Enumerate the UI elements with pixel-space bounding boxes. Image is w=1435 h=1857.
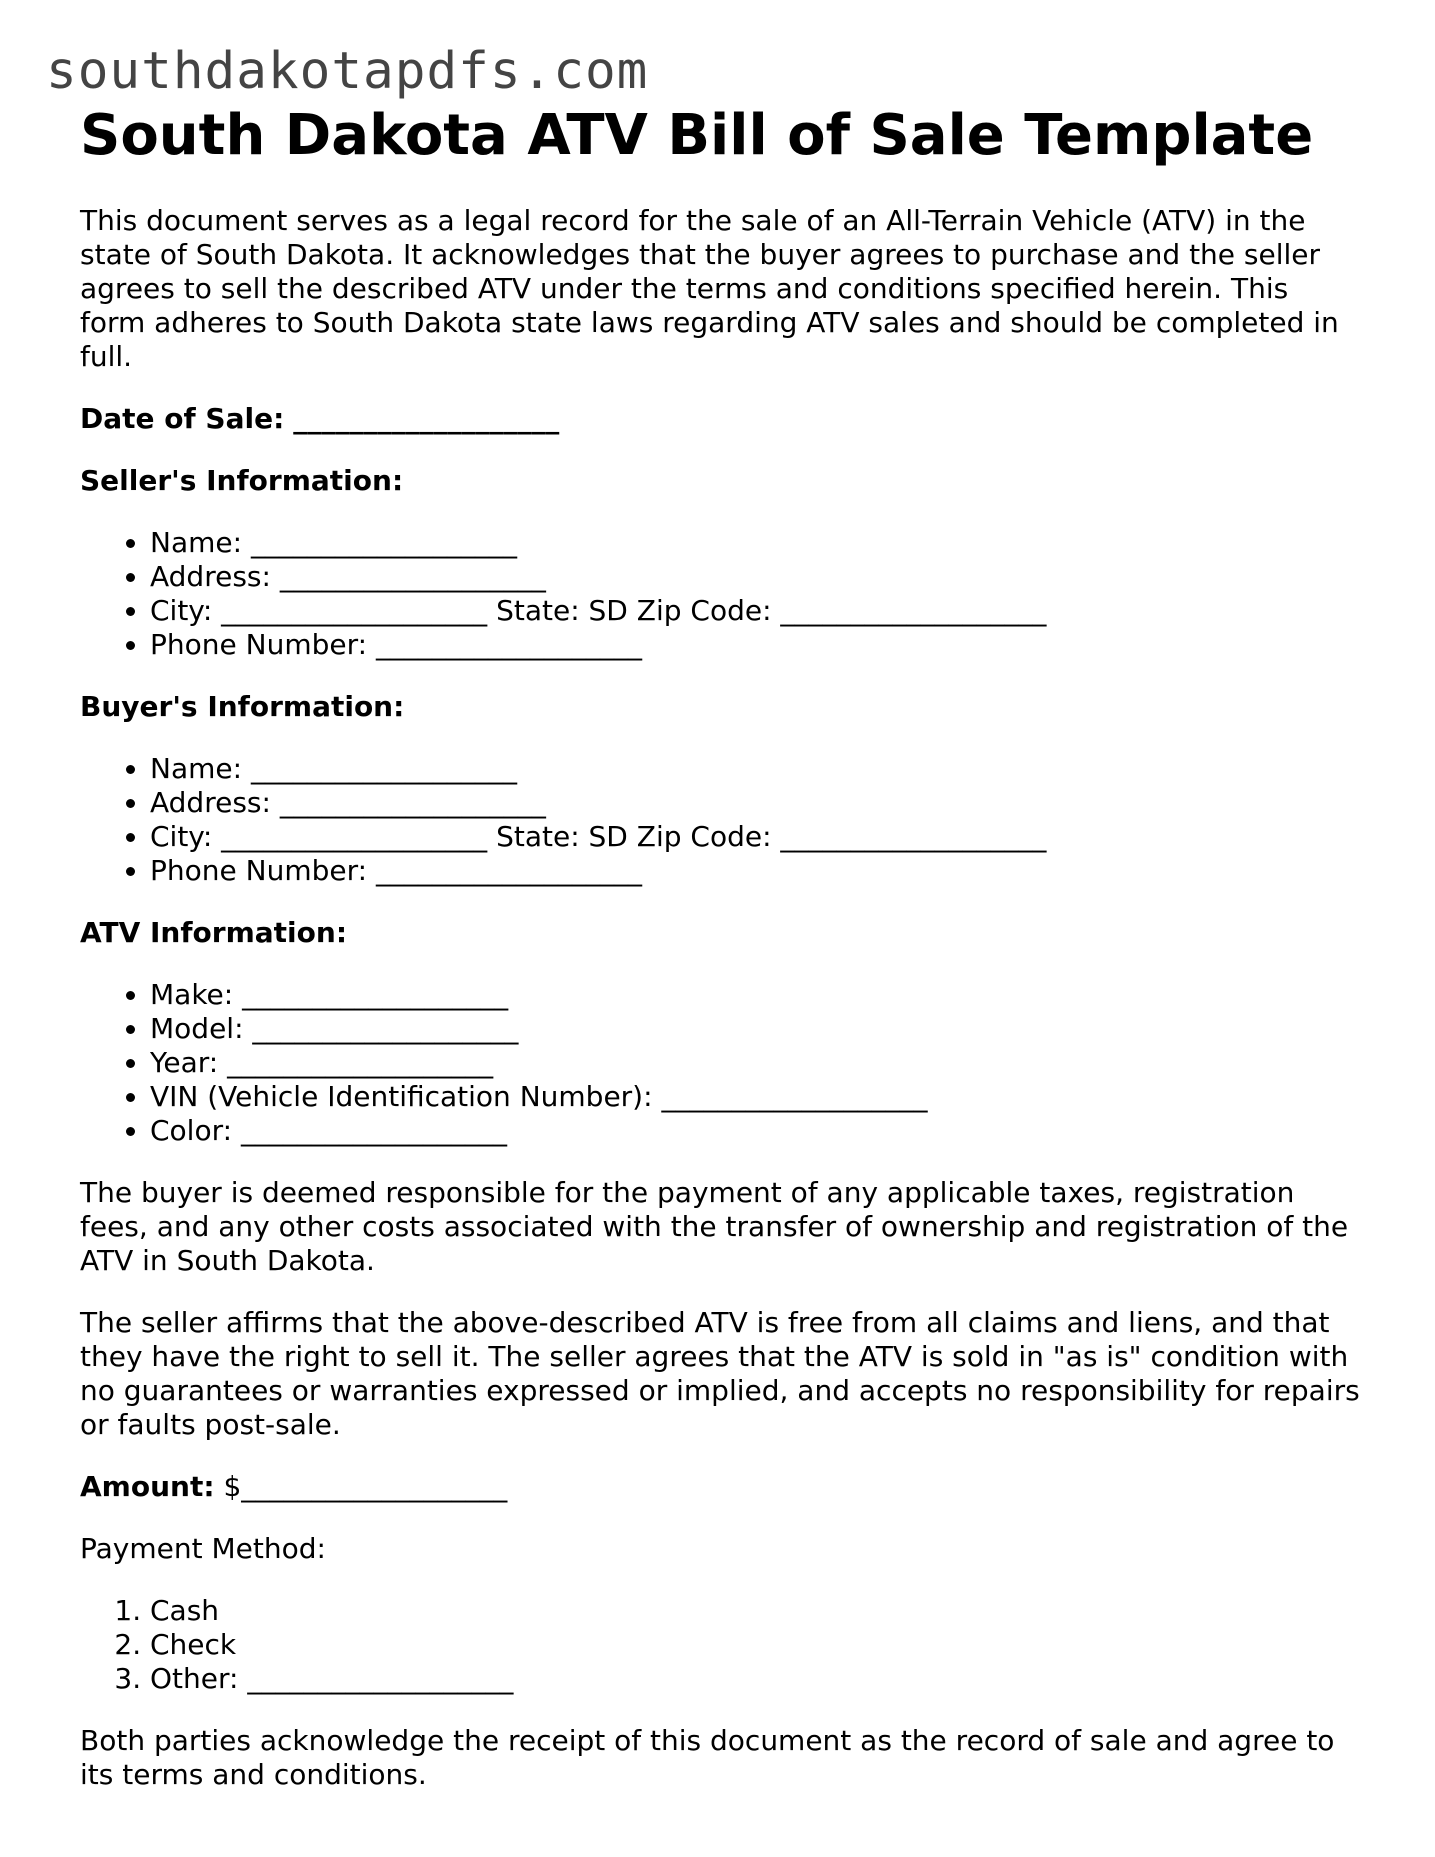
buyer-city-state-zip-field: • City: ___________________ State: SD Zip Code: ___________________ <box>150 820 1360 854</box>
amount-blank: $___________________ <box>223 1470 508 1503</box>
acknowledgement-paragraph: Both parties acknowledge the receipt of this document as the record of sale and agree to its terms and conditions. <box>80 1724 1335 1791</box>
date-of-sale-label: Date of Sale: <box>80 402 285 435</box>
buyer-responsibility-paragraph: The buyer is deemed responsible for the payment of any applicable taxes, registration fees, and any other costs associated with the transfer of ownership and registration of the ATV in South Dakota. <box>80 1176 1349 1277</box>
document-page <box>80 100 1360 1792</box>
atv-vin-field: • VIN (Vehicle Identification Number): ___________________ <box>150 1080 1360 1114</box>
atv-info-list <box>80 978 1360 1148</box>
buyer-phone-field: • Phone Number: ___________________ <box>150 854 1360 888</box>
seller-phone-field: • Phone Number: ___________________ <box>150 628 1360 662</box>
seller-city-state-zip-field: • City: ___________________ State: SD Zip Code: ___________________ <box>150 594 1360 628</box>
seller-name-field: • Name: ___________________ <box>150 526 1360 560</box>
payment-option-check: 2. Check <box>150 1628 1360 1662</box>
buyer-info-list <box>80 752 1360 888</box>
atv-model-field: • Model: ___________________ <box>150 1012 1360 1046</box>
payment-option-other: 3. Other: ___________________ <box>150 1662 1360 1696</box>
seller-address-field: • Address: ___________________ <box>150 560 1360 594</box>
payment-method-list <box>80 1594 1360 1696</box>
buyer-address-field: • Address: ___________________ <box>150 786 1360 820</box>
document-title: South Dakota ATV Bill of Sale Template <box>80 103 1314 168</box>
atv-color-field: • Color: ___________________ <box>150 1114 1360 1148</box>
payment-option-cash: 1. Cash <box>150 1594 1360 1628</box>
seller-affirmation-paragraph: The seller affirms that the above-described ATV is free from all claims and liens, and that they have the right to sell it. The seller agrees that the ATV is sold in "as is" condition with no guarantees or warranties expressed or implied, and accepts no responsibility for repairs or faults post-sale. <box>80 1306 1360 1441</box>
site-watermark: southdakotapdfs.com <box>46 42 649 101</box>
atv-heading: ATV Information: <box>80 916 348 949</box>
buyer-name-field: • Name: ___________________ <box>150 752 1360 786</box>
seller-heading: Seller's Information: <box>80 464 404 497</box>
intro-paragraph: This document serves as a legal record for the sale of an All-Terrain Vehicle (ATV) in the state of South Dakota. It acknowledges that the buyer agrees to purchase and the seller agrees to sell the described ATV under the terms and conditions specified herein. This form adheres to South Dakota state laws regarding ATV sales and should be completed in full. <box>80 204 1339 373</box>
date-of-sale-line <box>80 402 1360 436</box>
date-of-sale-blank: ___________________ <box>293 402 560 435</box>
atv-make-field: • Make: ___________________ <box>150 978 1360 1012</box>
buyer-heading: Buyer's Information: <box>80 690 405 723</box>
payment-method-label: Payment Method: <box>80 1532 326 1565</box>
seller-info-list <box>80 526 1360 662</box>
atv-year-field: • Year: ___________________ <box>150 1046 1360 1080</box>
amount-label: Amount: <box>80 1470 215 1503</box>
amount-line <box>80 1470 1360 1504</box>
